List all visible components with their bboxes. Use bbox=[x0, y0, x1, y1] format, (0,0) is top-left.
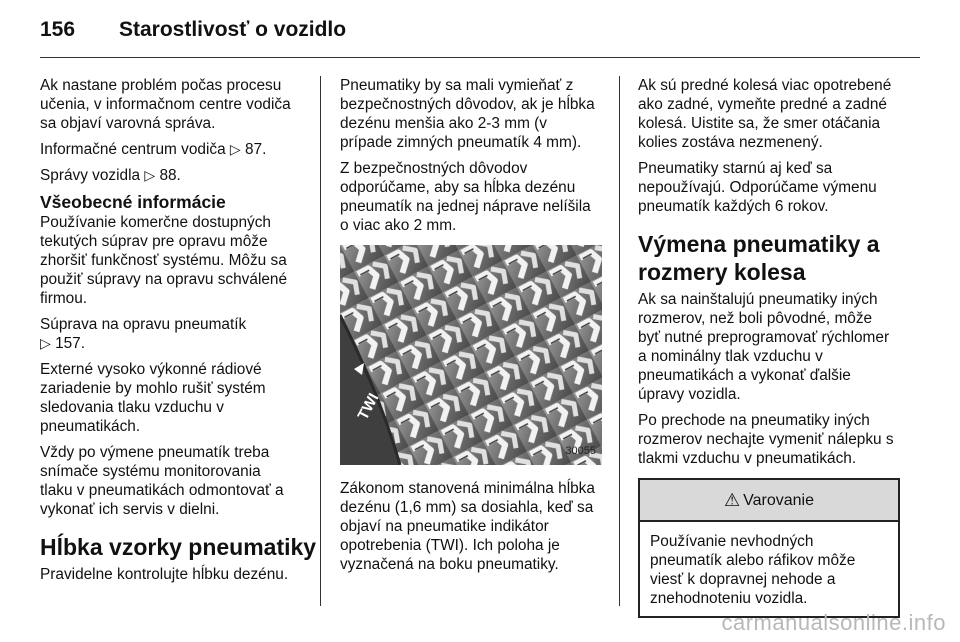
section-heading: Výmena pneumatiky a rozmery kolesa bbox=[638, 231, 880, 285]
cross-reference: Súprava na opravu pneumatík ▷ 157. bbox=[40, 316, 247, 352]
column-1 bbox=[40, 76, 317, 591]
paragraph: Zákonom stanovená minimálna hĺbka dezénu (1,6 mm) sa dosiahla, keď sa objaví na pneumatike indikátor opotrebenia (TWI). Ich poloha je vyznačená na boku pneumatiky. bbox=[340, 480, 595, 573]
paragraph: Pravidelne kontrolujte hĺbku dezénu. bbox=[40, 566, 289, 583]
subsection-heading: Všeobecné informácie bbox=[40, 192, 226, 212]
triangle-right-icon: ▷ bbox=[40, 335, 51, 351]
header-divider bbox=[40, 57, 920, 58]
paragraph: Z bezpečnostných dôvodov odporúčame, aby sa hĺbka dezénu pneumatík na jednej náprave nelíšila o viac ako 2 mm. bbox=[340, 160, 591, 234]
page-header bbox=[40, 18, 920, 58]
paragraph: Ak sú predné kolesá viac opotrebené ako zadné, vymeňte predné a zadné kolesá. Uistite sa, že smer otáčania kolies zostáva nezmenený. bbox=[638, 77, 892, 151]
warning-header bbox=[640, 480, 898, 522]
page-reference-link[interactable]: 87. bbox=[244, 141, 267, 158]
triangle-right-icon: ▷ bbox=[144, 167, 156, 183]
tire-tread-image bbox=[340, 245, 602, 465]
triangle-right-icon: ▷ bbox=[229, 141, 241, 157]
page-reference-link[interactable]: 157. bbox=[55, 335, 86, 352]
paragraph: Pneumatiky by sa mali vymieňať z bezpečnostných dôvodov, ak je hĺbka dezénu menšia ako 2-3 mm (v prípade zimných pneumatík 4 mm). bbox=[340, 77, 595, 151]
section-heading: Hĺbka vzorky pneumatiky bbox=[40, 534, 317, 560]
page-title: Starostlivosť o vozidlo bbox=[119, 18, 347, 41]
column-2 bbox=[340, 76, 608, 581]
paragraph: Ak nastane problém počas procesu učenia, v informačnom centre vodiča sa objaví varovná správa. bbox=[40, 77, 291, 132]
warning-title: Varovanie bbox=[743, 491, 814, 509]
paragraph: Po prechode na pneumatiky iných rozmerov nechajte vymeniť nálepku s tlakmi vzduchu v pneumatikách. bbox=[638, 412, 894, 467]
paragraph: Externé vysoko výkonné rádiové zariadenie by mohlo rušiť systém sledovania tlaku vzduchu v pneumatikách. bbox=[40, 361, 266, 435]
warning-box bbox=[638, 478, 900, 618]
page-reference-link[interactable]: 88. bbox=[159, 167, 181, 184]
warning-body: Používanie nevhodných pneumatík alebo ráfikov môže viesť k dopravnej nehode a znehodnoteniu vozidla. bbox=[650, 533, 856, 607]
paragraph: Ak sa nainštalujú pneumatiky iných rozmerov, než boli pôvodné, môže byť nutné preprogramovať rýchlomer a nominálny tlak vzduchu v pneumatikách a vykonať ďalšie úpravy vozidla. bbox=[638, 291, 890, 403]
tire-tread-figure bbox=[340, 245, 602, 465]
warning-triangle-icon: ⚠ bbox=[724, 489, 741, 510]
twi-label: TWI bbox=[354, 390, 383, 423]
column-divider-2 bbox=[619, 76, 620, 606]
cross-reference: Informačné centrum vodiča ▷ 87. bbox=[40, 141, 267, 158]
paragraph: Pneumatiky starnú aj keď sa nepoužívajú. Odporúčame výmenu pneumatík každých 6 rokov. bbox=[638, 160, 877, 215]
column-3 bbox=[638, 76, 908, 618]
figure-code: 30055 bbox=[565, 445, 596, 457]
paragraph: Používanie komerčne dostupných tekutých súprav pre opravu môže zhoršiť funkčnosť systému. Môžu sa použiť súpravy na opravu schválené firmou. bbox=[40, 214, 288, 307]
page-number: 156 bbox=[40, 18, 76, 41]
column-divider-1 bbox=[320, 76, 321, 606]
watermark: carmanualsonline.info bbox=[721, 610, 946, 635]
paragraph: Vždy po výmene pneumatík treba snímače systému monitorovania tlaku v pneumatikách odmontovať a vykonať ich servis v dielni. bbox=[40, 444, 284, 518]
cross-reference: Správy vozidla ▷ 88. bbox=[40, 167, 181, 184]
